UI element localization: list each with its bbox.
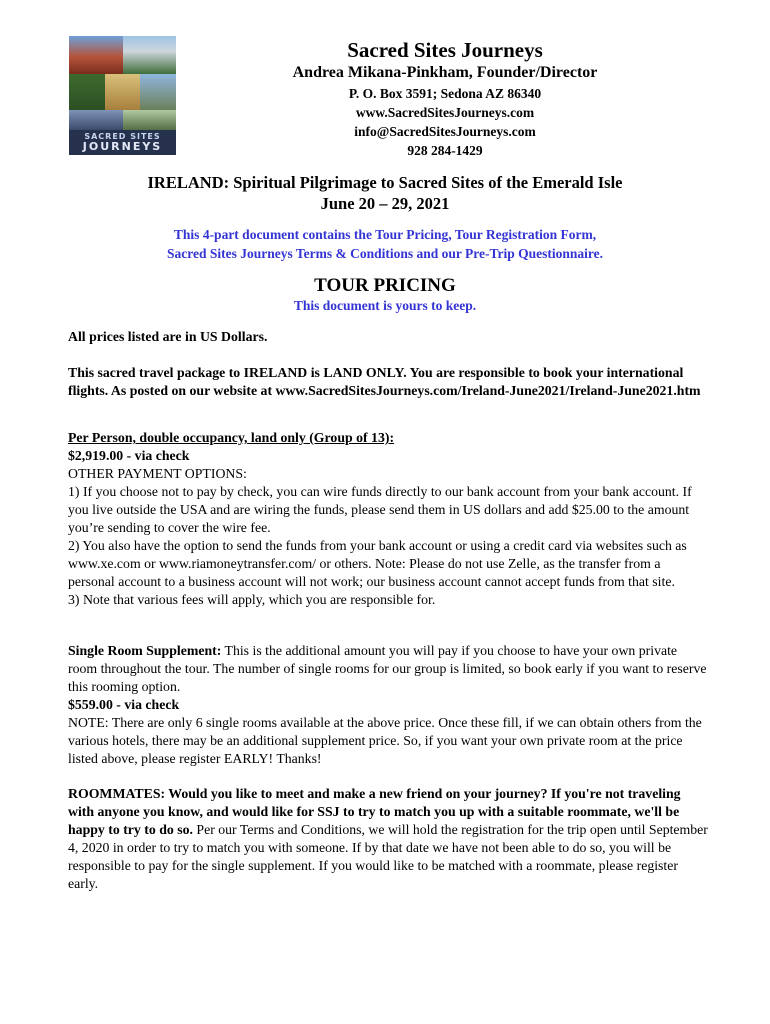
intro-line-1: This 4-part document contains the Tour Pricing, Tour Registration Form, [173, 227, 597, 242]
website-line: www.SacredSitesJourneys.com [355, 105, 535, 120]
founder-line: Andrea Mikana-Pinkham, Founder/Director [292, 64, 598, 81]
prices-note: All prices listed are in US Dollars. [68, 329, 268, 344]
per-person-pricing [68, 429, 708, 609]
per-person-heading: Per Person, double occupancy, land only (Group of 13): [68, 430, 395, 445]
land-only-paragraph: This sacred travel package to IRELAND is LAND ONLY. You are responsible to book your international flights. As posted on our website at www.SacredSitesJourneys.com/Ireland-June2021/Ireland-June2021.htm [68, 365, 701, 398]
keep-note: This document is yours to keep. [293, 298, 477, 313]
single-room-price: $559.00 - via check [68, 697, 180, 712]
roommates-section [68, 785, 708, 893]
address-line: P. O. Box 3591; Sedona AZ 86340 [348, 86, 542, 101]
logo-photo-ruins [123, 36, 176, 74]
logo-photo-stones [140, 74, 176, 110]
logo-photo-red-rocks [69, 36, 123, 74]
payment-option-2: 2) You also have the option to send the funds from your bank account or using a credit card via websites such as www.xe.com or www.riamoneytransfer.com/ or others. Note: Please do not use Zelle, as the transfer from a personal account to a business account will not work; our business account cannot accept funds from that site. [68, 538, 687, 589]
single-room-label: Single Room Supplement: [68, 643, 222, 658]
intro-note [0, 226, 770, 263]
other-payment-options-label: OTHER PAYMENT OPTIONS: [68, 466, 247, 481]
logo-photo-sphinx [105, 74, 140, 110]
sacred-sites-journeys-logo [69, 36, 176, 155]
trip-title-block [0, 172, 770, 214]
trip-dates: June 20 – 29, 2021 [320, 194, 450, 213]
org-name: Sacred Sites Journeys [347, 38, 543, 62]
payment-option-3: 3) Note that various fees will apply, which you are responsible for. [68, 592, 436, 607]
logo-caption-line2: JOURNEYS [82, 140, 163, 153]
trip-title: IRELAND: Spiritual Pilgrimage to Sacred Sites of the Emerald Isle [147, 173, 623, 192]
single-room-paragraph [68, 642, 708, 696]
roommates-text: Per our Terms and Conditions, we will hold the registration for the trip open until September 4, 2020 in order to try to match you with someone. If by that date we have not been able to do so, you will be responsible to pay for the single supplement. If you would like to be matched with a roommate, please register early. [68, 822, 708, 891]
single-room-note: NOTE: There are only 6 single rooms available at the above price. Once these fill, if we can obtain others from the various hotels, there may be an additional supplement price. So, if you want your own private room at the price listed above, please register EARLY! Thanks! [68, 715, 702, 766]
roommates-question: ROOMMATES: Would you like to meet and make a new friend on your journey? If you're not traveling with anyone you know, and would like for SSJ to try to match you up with a suitable roommate, we'll be happy to try to do so. [68, 786, 681, 837]
logo-photo-temple [69, 110, 123, 130]
contact-block [230, 84, 660, 160]
logo-caption [69, 130, 176, 155]
intro-line-2: Sacred Sites Journeys Terms & Conditions and our Pre-Trip Questionnaire. [166, 245, 604, 261]
section-heading: TOUR PRICING [314, 275, 456, 296]
logo-caption-line1: SACRED SITES [84, 132, 161, 141]
per-person-price: $2,919.00 - via check [68, 448, 190, 463]
phone-line: 928 284-1429 [407, 143, 483, 158]
single-room-supplement [68, 642, 708, 768]
logo-photo-landscape [123, 110, 176, 130]
logo-photo-forest [69, 74, 105, 110]
email-line: info@SacredSitesJourneys.com [354, 124, 536, 139]
single-room-text: This is the additional amount you will pay if you choose to have your own private room throughout the tour. The number of single rooms for our group is limited, so book early if you want to reserve this rooming option. [68, 643, 707, 694]
payment-option-1: 1) If you choose not to pay by check, you can wire funds directly to our bank account from your bank account. If you live outside the USA and are wiring the funds, please send them in US dollars and add $25.00 to the amount you’re sending to cover the wire fee. [68, 484, 692, 535]
roommates-paragraph [68, 785, 708, 893]
